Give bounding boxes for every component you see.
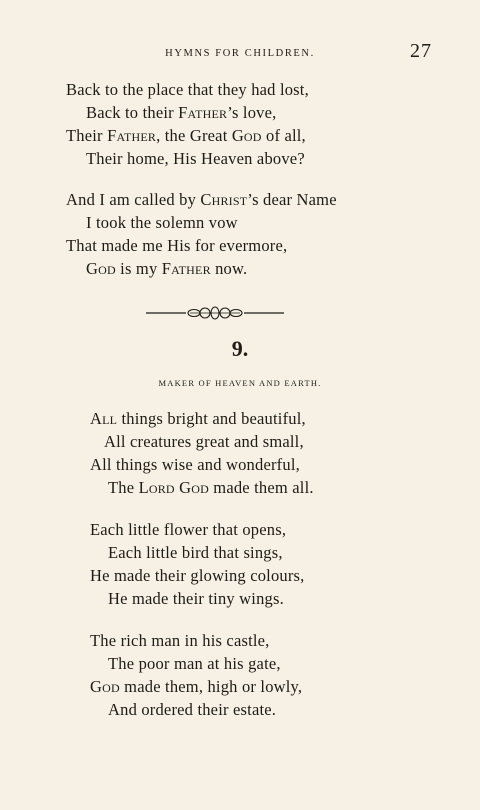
verse-text: is my — [115, 259, 162, 278]
verse-line — [90, 520, 286, 540]
verse-text: All creatures great and small, — [104, 432, 304, 451]
verse-line — [104, 432, 304, 452]
verse-line — [108, 654, 281, 674]
verse-line — [108, 589, 284, 609]
verse-smallcaps: All — [90, 409, 118, 428]
verse-line — [108, 543, 283, 563]
verse-text: ’s dear Name — [247, 190, 337, 209]
verse-line — [90, 631, 270, 651]
ornament-divider-icon — [146, 306, 284, 320]
verse-line — [86, 259, 247, 279]
verse-text: Back to the place that they had lost, — [66, 80, 309, 99]
verse-text: I took the solemn vow — [86, 213, 238, 232]
verse-text: Back to their — [86, 103, 179, 122]
verse-text: made them all. — [208, 478, 314, 497]
verse-line — [86, 213, 238, 233]
verse-text: , the Great — [156, 126, 232, 145]
verse-text: The poor man at his gate, — [108, 654, 281, 673]
verse-line — [90, 566, 305, 586]
verse-text: Their — [66, 126, 108, 145]
verse-text: ’s love, — [227, 103, 277, 122]
verse-text: things bright and beautiful, — [117, 409, 306, 428]
verse-text: And ordered their estate. — [108, 700, 277, 719]
verse-text: He made their glowing colours, — [90, 566, 305, 585]
page-number: 27 — [410, 40, 432, 62]
verse-line — [90, 409, 306, 429]
verse-smallcaps: Father — [161, 259, 211, 278]
verse-smallcaps: Lord God — [138, 478, 209, 497]
verse-smallcaps: Christ — [200, 190, 248, 209]
verse-text: now. — [210, 259, 248, 278]
verse-line — [108, 478, 314, 498]
verse-text: The — [108, 478, 139, 497]
verse-text: made them, high or lowly, — [119, 677, 303, 696]
verse-line — [86, 149, 305, 169]
verse-text: That made me His for evermore, — [66, 236, 288, 255]
verse-line — [108, 700, 276, 720]
verse-text: The rich man in his castle, — [90, 631, 270, 650]
verse-line — [66, 190, 337, 210]
verse-smallcaps: God — [86, 259, 116, 278]
verse-line — [86, 103, 276, 123]
verse-text: Each little flower that opens, — [90, 520, 287, 539]
hymn-number: 9. — [231, 336, 249, 361]
verse-smallcaps: Father — [178, 103, 228, 122]
verse-smallcaps: God — [90, 677, 120, 696]
verse-text: Their home, His Heaven above? — [86, 149, 305, 168]
verse-smallcaps: Father — [107, 126, 157, 145]
verse-line — [66, 80, 309, 100]
running-head: HYMNS FOR CHILDREN. — [165, 48, 315, 59]
verse-line — [90, 455, 300, 475]
verse-line — [66, 236, 287, 256]
verse-text: of all, — [261, 126, 306, 145]
verse-line — [90, 677, 302, 697]
verse-text: All things wise and wonderful, — [90, 455, 300, 474]
verse-text: Each little bird that sings, — [108, 543, 283, 562]
verse-smallcaps: God — [231, 126, 262, 145]
hymn-title: MAKER OF HEAVEN AND EARTH. — [158, 378, 322, 388]
verse-text: And I am called by — [66, 190, 201, 209]
verse-line — [66, 126, 306, 146]
verse-text: He made their tiny wings. — [108, 589, 284, 608]
